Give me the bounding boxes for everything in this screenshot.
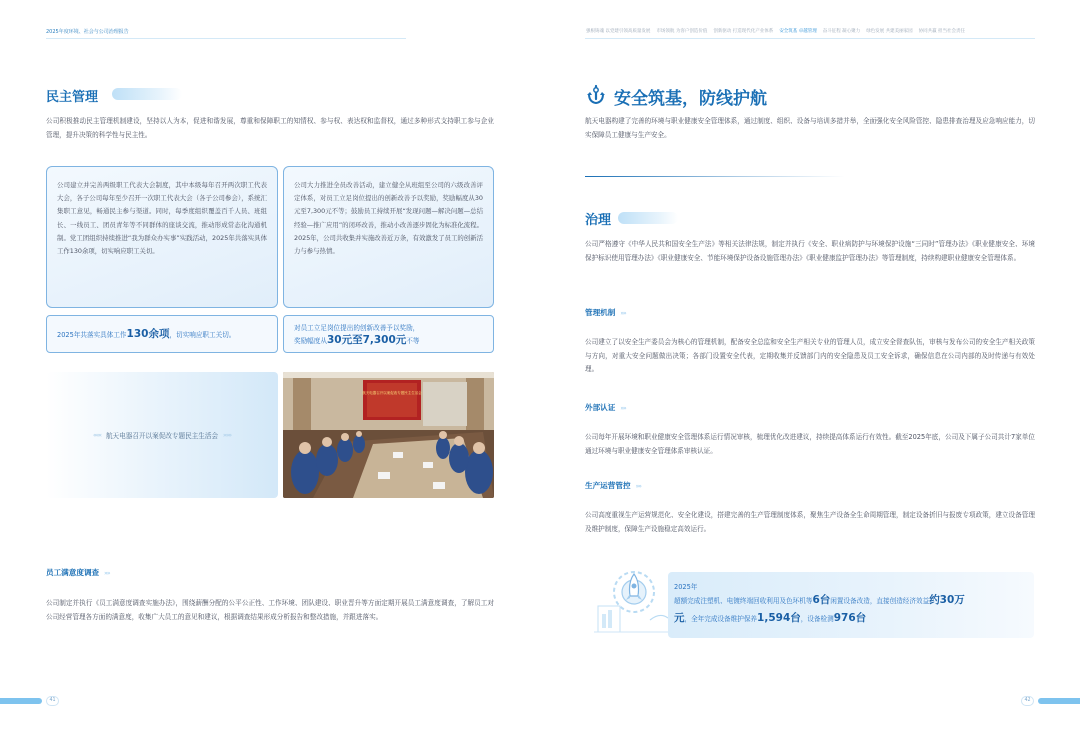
nav-item[interactable]: 创新驱动 打造现代化产业体系 xyxy=(713,29,774,34)
stat-line-2: 元，全年完成设备维护保养1,594台，设备检测976台 xyxy=(674,612,867,624)
nav-item[interactable]: 市场领航 为客户创造价值 xyxy=(656,29,708,34)
header-divider-left xyxy=(46,38,406,39)
meeting-photo xyxy=(283,372,494,498)
card-improvement-activity xyxy=(283,166,494,308)
chapter-title-safety: 安全筑基，防线护航 xyxy=(614,89,767,109)
nav-item[interactable]: 绿色发展 共建美丽家园 xyxy=(866,29,913,34)
subsection-title-survey: 员工满意度调查 »» xyxy=(46,568,110,577)
chevron-double-right-icon: »» xyxy=(635,483,641,490)
democratic-intro: 公司积极推动民主管理机制建设，坚持以人为本，促进和谐发展，尊重和保障职工的知情权、参与权、表达权和监督权，通过多种形式支持职工参与企业管理，提升决策的科学性与民主性。 xyxy=(46,117,494,139)
photo-caption: 航天电器召开以案促改专题民主生活会 xyxy=(105,432,219,440)
subsection-title-mechanism: 管理机制 »» xyxy=(585,308,626,317)
governance-text: 公司严格遵守《中华人民共和国安全生产法》等相关法律法规，制定并执行《安全、职业病防护与环境保护设施“三同时”管理办法》《职业健康安全、环境保护标识使用管理办法》《职业健康安全、节能环境保护设备设施管理办法》《职业健康监护管理办法》等管理制度，持续构建职业健康安全管理体系。 xyxy=(585,240,1035,262)
card-workers-congress-text: 公司建立并完善两级职工代表大会制度，其中本级每年召开两次职工代表大会，各子公司每年至少召开一次职工代表大会（各子公司参会），系统汇集职工意见，畅通民主参与渠道。同时，每季度组织覆盖百千人员、班组长、一线员工、团员青年等不同群体的座谈交流，推动形成常态化沟通机制。党工团组织持续推进“我为群众办实事”实践活动，2025年共落实具体工作130余项，切实响应职工关切。 xyxy=(57,181,267,256)
stat-value-130: 130余项 xyxy=(126,327,170,340)
stat-line-1: 超额完成注塑机、电镀终端回收利用及色环机等6台闲置设备改造，直接创造经济效益约30万 xyxy=(674,594,965,606)
production-text: 公司高度重视生产运营规范化、安全化建设，搭建完善的生产管理制度体系，聚焦生产设备全生命周期管理，制定设备折旧与报废专项政策，建立设备管理及维护制度，保障生产设施稳定高效运行。 xyxy=(585,511,1035,533)
stat-year: 2025年 xyxy=(674,583,698,591)
certification-text: 公司每年开展环境和职业健康安全管理体系运行情况审核，梳理优化改进建议，持续提高体系运行有效性。截至2025年底，公司及下属子公司共计7家单位通过环境与职业健康安全管理体系审核认证。 xyxy=(585,433,1035,455)
subsection-title-production: 生产运营管控 »» xyxy=(585,481,641,490)
stat-value-inspection: 976台 xyxy=(833,612,867,624)
page-number-left: 41 xyxy=(46,696,59,706)
chapter-nav xyxy=(586,28,965,34)
safety-anchor-icon xyxy=(585,84,607,106)
card-improvement-text: 公司大力推进全员改善活动，建立健全从班组至公司的六级改善评定体系，对员工立足岗位提出的创新改善予以奖励，奖励幅度从30元至7,300元不等；鼓励员工持续开展“发现问题—解决问题—总结经验—推广应用”的闭环改善，推动小改善逐步固化为标准化流程。2025年，公司共收集并实施改善近万条，有效激发了员工的创新活力与参与热情。 xyxy=(294,181,483,256)
stat-practical-work: 2025年共落实具体工作130余项，切实响应职工关切。 xyxy=(46,315,278,353)
equipment-stats-box xyxy=(668,572,1034,638)
rocket-gear-illustration-icon xyxy=(594,562,674,638)
nav-item[interactable]: 协同共赢 担当社会责任 xyxy=(918,29,966,34)
report-header-title: 2025年度环境、社会与公司治理报告 xyxy=(46,29,129,35)
chevron-left-deco-icon: ««« xyxy=(92,431,101,439)
nav-item[interactable]: 奋斗征程 凝心聚力 xyxy=(822,29,861,34)
title-decoration xyxy=(112,88,182,100)
stat-value-reward: 30元至7,300元 xyxy=(326,333,407,346)
safety-intro: 航天电器构建了完善的环境与职业健康安全管理体系，通过制度、组织、设备与培训多措并举，全面强化安全风险管控、隐患排查治理及应急响应能力，切实保障员工健康与生产安全。 xyxy=(585,117,1035,139)
stat-reward-range: 对员工立足岗位提出的创新改善予以奖励， 奖励幅度从30元至7,300元不等 xyxy=(283,315,494,353)
chevron-double-right-icon: »» xyxy=(620,405,626,412)
section-divider xyxy=(585,176,845,177)
page-bar-left xyxy=(0,698,42,704)
chevron-right-deco-icon: »»» xyxy=(223,431,232,439)
nav-item[interactable]: 强根铸魂 以党建引领高质量发展 xyxy=(586,29,651,34)
chevron-double-right-icon: »» xyxy=(104,570,110,577)
page-bar-right xyxy=(1038,698,1080,704)
chevron-double-right-icon: »» xyxy=(620,310,626,317)
stat-value-economic-benefit: 约30万 xyxy=(929,594,965,606)
meeting-photo-illustration xyxy=(283,372,494,498)
mechanism-text: 公司建立了以安全生产委员会为核心的管理机制，配备安全总监和安全生产相关专业的管理人员，成立安全督查队伍，审核与发布公司的安全生产相关政策与方向，对重大安全问题做出决策；各部门设置安全代表，定期收集并反馈部门内的安全隐患及员工安全诉求，确保信息在公司内部的及时传递与有效处理。 xyxy=(585,338,1035,373)
nav-item-active[interactable]: 安全筑基 卓越管理 xyxy=(779,29,817,34)
banner-text: 航天电器召开以案促改专题民主生活会 xyxy=(362,391,422,395)
photo-caption-box xyxy=(46,372,278,498)
header-divider-right xyxy=(585,38,1035,39)
subsection-title-certification: 外部认证 »» xyxy=(585,403,626,412)
section-title-democratic-management: 民主管理 xyxy=(46,90,99,105)
stat-value-maintenance: 1,594台 xyxy=(757,612,801,624)
card-workers-congress xyxy=(46,166,278,308)
survey-text: 公司制定并执行《员工满意度调查实施办法》，围绕薪酬分配的公平公正性、工作环境、团队建设、职业晋升等方面定期开展员工满意度调查，了解员工对公司经营管理各方面的满意度，收集广大员工的意见和建议，根据调查结果形成分析报告和整改措施，并跟进落实。 xyxy=(46,599,494,621)
title-decoration xyxy=(618,212,678,224)
page-number-right: 42 xyxy=(1021,696,1034,706)
section-title-governance: 治理 xyxy=(585,213,612,228)
stat-value-idle-equipment: 6台 xyxy=(812,594,831,606)
